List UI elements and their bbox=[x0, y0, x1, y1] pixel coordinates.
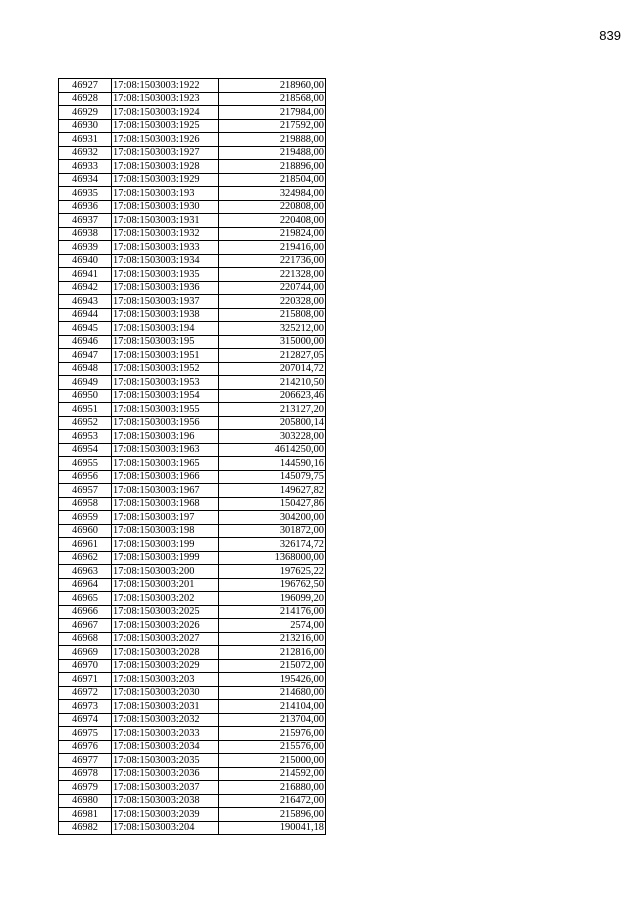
table-row bbox=[59, 227, 326, 241]
value-cell: 214176,00 bbox=[219, 605, 326, 619]
cadastral-number-cell: 17:08:1503003:2028 bbox=[112, 646, 219, 660]
cadastral-number-cell: 17:08:1503003:193 bbox=[112, 187, 219, 201]
value-cell: 214680,00 bbox=[219, 686, 326, 700]
row-number-cell: 46928 bbox=[59, 92, 112, 106]
value-cell: 206623,46 bbox=[219, 389, 326, 403]
page-number: 839 bbox=[599, 28, 621, 43]
cadastral-number-cell: 17:08:1503003:1926 bbox=[112, 133, 219, 147]
row-number-cell: 46982 bbox=[59, 821, 112, 835]
cadastral-number-cell: 17:08:1503003:1952 bbox=[112, 362, 219, 376]
value-cell: 1368000,00 bbox=[219, 551, 326, 565]
table-row bbox=[59, 511, 326, 525]
row-number-cell: 46979 bbox=[59, 781, 112, 795]
table-row bbox=[59, 821, 326, 835]
table-row bbox=[59, 497, 326, 511]
value-cell: 215896,00 bbox=[219, 808, 326, 822]
value-cell: 212827,05 bbox=[219, 349, 326, 363]
row-number-cell: 46969 bbox=[59, 646, 112, 660]
table-row bbox=[59, 362, 326, 376]
value-cell: 197625,22 bbox=[219, 565, 326, 579]
table-row bbox=[59, 619, 326, 633]
value-cell: 215072,00 bbox=[219, 659, 326, 673]
table-row bbox=[59, 754, 326, 768]
cadastral-number-cell: 17:08:1503003:1955 bbox=[112, 403, 219, 417]
row-number-cell: 46953 bbox=[59, 430, 112, 444]
row-number-cell: 46945 bbox=[59, 322, 112, 336]
value-cell: 301872,00 bbox=[219, 524, 326, 538]
table-row bbox=[59, 794, 326, 808]
row-number-cell: 46966 bbox=[59, 605, 112, 619]
table-row bbox=[59, 173, 326, 187]
value-cell: 220808,00 bbox=[219, 200, 326, 214]
value-cell: 213216,00 bbox=[219, 632, 326, 646]
value-cell: 324984,00 bbox=[219, 187, 326, 201]
table-row bbox=[59, 632, 326, 646]
cadastral-number-cell: 17:08:1503003:202 bbox=[112, 592, 219, 606]
row-number-cell: 46974 bbox=[59, 713, 112, 727]
cadastral-number-cell: 17:08:1503003:201 bbox=[112, 578, 219, 592]
value-cell: 215000,00 bbox=[219, 754, 326, 768]
row-number-cell: 46927 bbox=[59, 79, 112, 93]
cadastral-number-cell: 17:08:1503003:1954 bbox=[112, 389, 219, 403]
table-row bbox=[59, 659, 326, 673]
row-number-cell: 46930 bbox=[59, 119, 112, 133]
table-row bbox=[59, 214, 326, 228]
value-cell: 144590,16 bbox=[219, 457, 326, 471]
cadastral-number-cell: 17:08:1503003:196 bbox=[112, 430, 219, 444]
value-cell: 213704,00 bbox=[219, 713, 326, 727]
cadastral-value-table bbox=[58, 78, 326, 835]
table-row bbox=[59, 416, 326, 430]
value-cell: 214104,00 bbox=[219, 700, 326, 714]
row-number-cell: 46935 bbox=[59, 187, 112, 201]
value-cell: 4614250,00 bbox=[219, 443, 326, 457]
row-number-cell: 46962 bbox=[59, 551, 112, 565]
cadastral-number-cell: 17:08:1503003:1967 bbox=[112, 484, 219, 498]
table-row bbox=[59, 484, 326, 498]
table-row bbox=[59, 457, 326, 471]
table-row bbox=[59, 605, 326, 619]
row-number-cell: 46938 bbox=[59, 227, 112, 241]
cadastral-number-cell: 17:08:1503003:199 bbox=[112, 538, 219, 552]
value-cell: 220328,00 bbox=[219, 295, 326, 309]
table-row bbox=[59, 430, 326, 444]
row-number-cell: 46940 bbox=[59, 254, 112, 268]
cadastral-number-cell: 17:08:1503003:2026 bbox=[112, 619, 219, 633]
row-number-cell: 46957 bbox=[59, 484, 112, 498]
value-cell: 150427,86 bbox=[219, 497, 326, 511]
row-number-cell: 46939 bbox=[59, 241, 112, 255]
cadastral-number-cell: 17:08:1503003:2036 bbox=[112, 767, 219, 781]
row-number-cell: 46943 bbox=[59, 295, 112, 309]
value-cell: 213127,20 bbox=[219, 403, 326, 417]
value-cell: 219888,00 bbox=[219, 133, 326, 147]
cadastral-number-cell: 17:08:1503003:1968 bbox=[112, 497, 219, 511]
value-cell: 196762,50 bbox=[219, 578, 326, 592]
row-number-cell: 46965 bbox=[59, 592, 112, 606]
cadastral-number-cell: 17:08:1503003:2027 bbox=[112, 632, 219, 646]
table-row bbox=[59, 578, 326, 592]
table-row bbox=[59, 646, 326, 660]
value-cell: 221328,00 bbox=[219, 268, 326, 282]
table-row bbox=[59, 376, 326, 390]
cadastral-number-cell: 17:08:1503003:1956 bbox=[112, 416, 219, 430]
row-number-cell: 46951 bbox=[59, 403, 112, 417]
value-cell: 149627,82 bbox=[219, 484, 326, 498]
value-cell: 219824,00 bbox=[219, 227, 326, 241]
value-cell: 214592,00 bbox=[219, 767, 326, 781]
value-cell: 214210,50 bbox=[219, 376, 326, 390]
table-row bbox=[59, 308, 326, 322]
table-row bbox=[59, 686, 326, 700]
cadastral-number-cell: 17:08:1503003:1928 bbox=[112, 160, 219, 174]
table-row bbox=[59, 92, 326, 106]
row-number-cell: 46970 bbox=[59, 659, 112, 673]
value-cell: 215576,00 bbox=[219, 740, 326, 754]
cadastral-number-cell: 17:08:1503003:2038 bbox=[112, 794, 219, 808]
table-row bbox=[59, 592, 326, 606]
value-cell: 196099,20 bbox=[219, 592, 326, 606]
table-row bbox=[59, 106, 326, 120]
table-row bbox=[59, 119, 326, 133]
cadastral-number-cell: 17:08:1503003:2033 bbox=[112, 727, 219, 741]
cadastral-number-cell: 17:08:1503003:1930 bbox=[112, 200, 219, 214]
table-row bbox=[59, 200, 326, 214]
cadastral-number-cell: 17:08:1503003:194 bbox=[112, 322, 219, 336]
row-number-cell: 46949 bbox=[59, 376, 112, 390]
row-number-cell: 46981 bbox=[59, 808, 112, 822]
row-number-cell: 46963 bbox=[59, 565, 112, 579]
cadastral-number-cell: 17:08:1503003:1933 bbox=[112, 241, 219, 255]
row-number-cell: 46941 bbox=[59, 268, 112, 282]
value-cell: 304200,00 bbox=[219, 511, 326, 525]
table-row bbox=[59, 565, 326, 579]
table-row bbox=[59, 403, 326, 417]
table-row bbox=[59, 470, 326, 484]
value-cell: 190041,18 bbox=[219, 821, 326, 835]
row-number-cell: 46978 bbox=[59, 767, 112, 781]
row-number-cell: 46931 bbox=[59, 133, 112, 147]
row-number-cell: 46946 bbox=[59, 335, 112, 349]
row-number-cell: 46975 bbox=[59, 727, 112, 741]
value-cell: 218960,00 bbox=[219, 79, 326, 93]
cadastral-number-cell: 17:08:1503003:1922 bbox=[112, 79, 219, 93]
table-row bbox=[59, 551, 326, 565]
table-row bbox=[59, 133, 326, 147]
table-row bbox=[59, 79, 326, 93]
row-number-cell: 46976 bbox=[59, 740, 112, 754]
cadastral-number-cell: 17:08:1503003:1929 bbox=[112, 173, 219, 187]
table-row bbox=[59, 335, 326, 349]
value-cell: 219488,00 bbox=[219, 146, 326, 160]
cadastral-number-cell: 17:08:1503003:1999 bbox=[112, 551, 219, 565]
value-cell: 205800,14 bbox=[219, 416, 326, 430]
cadastral-number-cell: 17:08:1503003:1924 bbox=[112, 106, 219, 120]
row-number-cell: 46973 bbox=[59, 700, 112, 714]
table-row bbox=[59, 808, 326, 822]
cadastral-number-cell: 17:08:1503003:2029 bbox=[112, 659, 219, 673]
cadastral-number-cell: 17:08:1503003:1965 bbox=[112, 457, 219, 471]
row-number-cell: 46942 bbox=[59, 281, 112, 295]
table-row bbox=[59, 700, 326, 714]
row-number-cell: 46958 bbox=[59, 497, 112, 511]
row-number-cell: 46934 bbox=[59, 173, 112, 187]
table-row bbox=[59, 281, 326, 295]
row-number-cell: 46967 bbox=[59, 619, 112, 633]
table-row bbox=[59, 268, 326, 282]
value-cell: 303228,00 bbox=[219, 430, 326, 444]
table-row bbox=[59, 146, 326, 160]
row-number-cell: 46977 bbox=[59, 754, 112, 768]
table-row bbox=[59, 160, 326, 174]
table-row bbox=[59, 254, 326, 268]
row-number-cell: 46964 bbox=[59, 578, 112, 592]
cadastral-number-cell: 17:08:1503003:1963 bbox=[112, 443, 219, 457]
cadastral-number-cell: 17:08:1503003:1934 bbox=[112, 254, 219, 268]
row-number-cell: 46937 bbox=[59, 214, 112, 228]
value-cell: 217592,00 bbox=[219, 119, 326, 133]
row-number-cell: 46956 bbox=[59, 470, 112, 484]
table-row bbox=[59, 538, 326, 552]
cadastral-number-cell: 17:08:1503003:2025 bbox=[112, 605, 219, 619]
cadastral-number-cell: 17:08:1503003:2037 bbox=[112, 781, 219, 795]
row-number-cell: 46954 bbox=[59, 443, 112, 457]
row-number-cell: 46972 bbox=[59, 686, 112, 700]
cadastral-number-cell: 17:08:1503003:203 bbox=[112, 673, 219, 687]
value-cell: 315000,00 bbox=[219, 335, 326, 349]
cadastral-number-cell: 17:08:1503003:1936 bbox=[112, 281, 219, 295]
row-number-cell: 46952 bbox=[59, 416, 112, 430]
cadastral-number-cell: 17:08:1503003:2031 bbox=[112, 700, 219, 714]
value-cell: 217984,00 bbox=[219, 106, 326, 120]
value-cell: 220744,00 bbox=[219, 281, 326, 295]
table-body bbox=[59, 79, 326, 835]
row-number-cell: 46959 bbox=[59, 511, 112, 525]
row-number-cell: 46948 bbox=[59, 362, 112, 376]
table-row bbox=[59, 389, 326, 403]
value-cell: 325212,00 bbox=[219, 322, 326, 336]
row-number-cell: 46936 bbox=[59, 200, 112, 214]
table-row bbox=[59, 767, 326, 781]
value-cell: 215976,00 bbox=[219, 727, 326, 741]
cadastral-number-cell: 17:08:1503003:1938 bbox=[112, 308, 219, 322]
cadastral-number-cell: 17:08:1503003:197 bbox=[112, 511, 219, 525]
value-cell: 216880,00 bbox=[219, 781, 326, 795]
table-row bbox=[59, 187, 326, 201]
table-row bbox=[59, 673, 326, 687]
cadastral-number-cell: 17:08:1503003:1925 bbox=[112, 119, 219, 133]
table-row bbox=[59, 295, 326, 309]
value-cell: 220408,00 bbox=[219, 214, 326, 228]
cadastral-number-cell: 17:08:1503003:2032 bbox=[112, 713, 219, 727]
cadastral-number-cell: 17:08:1503003:198 bbox=[112, 524, 219, 538]
cadastral-number-cell: 17:08:1503003:1923 bbox=[112, 92, 219, 106]
cadastral-number-cell: 17:08:1503003:1935 bbox=[112, 268, 219, 282]
cadastral-number-cell: 17:08:1503003:2034 bbox=[112, 740, 219, 754]
value-cell: 195426,00 bbox=[219, 673, 326, 687]
cadastral-number-cell: 17:08:1503003:1932 bbox=[112, 227, 219, 241]
cadastral-number-cell: 17:08:1503003:1937 bbox=[112, 295, 219, 309]
value-cell: 216472,00 bbox=[219, 794, 326, 808]
row-number-cell: 46947 bbox=[59, 349, 112, 363]
cadastral-number-cell: 17:08:1503003:1953 bbox=[112, 376, 219, 390]
cadastral-number-cell: 17:08:1503003:195 bbox=[112, 335, 219, 349]
value-cell: 2574,00 bbox=[219, 619, 326, 633]
value-cell: 207014,72 bbox=[219, 362, 326, 376]
table-row bbox=[59, 524, 326, 538]
value-cell: 221736,00 bbox=[219, 254, 326, 268]
value-cell: 219416,00 bbox=[219, 241, 326, 255]
table-row bbox=[59, 740, 326, 754]
table-row bbox=[59, 727, 326, 741]
cadastral-number-cell: 17:08:1503003:1966 bbox=[112, 470, 219, 484]
row-number-cell: 46980 bbox=[59, 794, 112, 808]
cadastral-number-cell: 17:08:1503003:1931 bbox=[112, 214, 219, 228]
row-number-cell: 46968 bbox=[59, 632, 112, 646]
cadastral-number-cell: 17:08:1503003:2035 bbox=[112, 754, 219, 768]
value-cell: 145079,75 bbox=[219, 470, 326, 484]
row-number-cell: 46932 bbox=[59, 146, 112, 160]
table-row bbox=[59, 781, 326, 795]
row-number-cell: 46950 bbox=[59, 389, 112, 403]
value-cell: 218896,00 bbox=[219, 160, 326, 174]
table-row bbox=[59, 322, 326, 336]
table-row bbox=[59, 713, 326, 727]
row-number-cell: 46944 bbox=[59, 308, 112, 322]
value-cell: 215808,00 bbox=[219, 308, 326, 322]
cadastral-number-cell: 17:08:1503003:2039 bbox=[112, 808, 219, 822]
value-cell: 218504,00 bbox=[219, 173, 326, 187]
cadastral-number-cell: 17:08:1503003:1951 bbox=[112, 349, 219, 363]
cadastral-number-cell: 17:08:1503003:1927 bbox=[112, 146, 219, 160]
row-number-cell: 46929 bbox=[59, 106, 112, 120]
cadastral-number-cell: 17:08:1503003:2030 bbox=[112, 686, 219, 700]
value-cell: 326174,72 bbox=[219, 538, 326, 552]
cadastral-number-cell: 17:08:1503003:200 bbox=[112, 565, 219, 579]
row-number-cell: 46933 bbox=[59, 160, 112, 174]
cadastral-number-cell: 17:08:1503003:204 bbox=[112, 821, 219, 835]
row-number-cell: 46971 bbox=[59, 673, 112, 687]
row-number-cell: 46955 bbox=[59, 457, 112, 471]
row-number-cell: 46961 bbox=[59, 538, 112, 552]
value-cell: 212816,00 bbox=[219, 646, 326, 660]
table-row bbox=[59, 241, 326, 255]
table-row bbox=[59, 349, 326, 363]
row-number-cell: 46960 bbox=[59, 524, 112, 538]
table-row bbox=[59, 443, 326, 457]
value-cell: 218568,00 bbox=[219, 92, 326, 106]
